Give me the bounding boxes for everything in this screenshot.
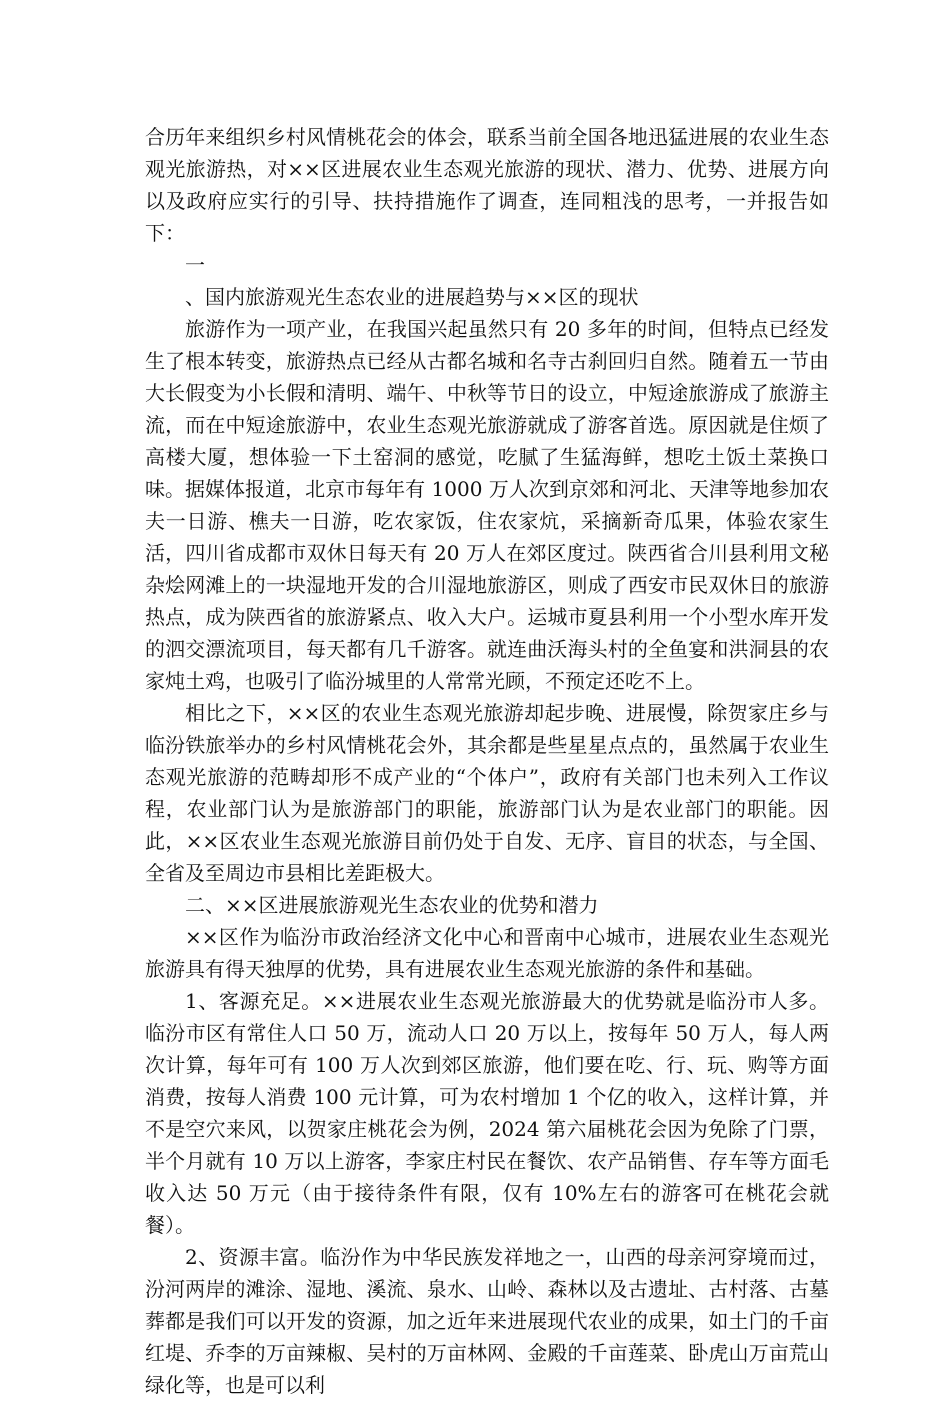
section-one-heading: 、国内旅游观光生态农业的进展趋势与××区的现状 bbox=[185, 285, 639, 309]
district-status-paragraph: 相比之下，××区的农业生态观光旅游却起步晚、进展慢，除贺家庄乡与临汾铁旅举办的乡村风情桃花会外，其余都是些星星点点的，虽然属于农业生态观光旅游的范畴却形不成产业的“个体户”，政府有关部门也未列入工作议程，农业部门认为是旅游部门的职能，旅游部门认为是农业部门的职能。因此，××区农业生态观光旅游目前仍处于自发、无序、盲目的状态，与全国、全省及至周边市县相比差距极大。 bbox=[145, 701, 829, 885]
section-two-heading: 二、××区进展旅游观光生态农业的优势和潜力 bbox=[185, 893, 599, 917]
intro-paragraph: 合历年来组织乡村风情桃花会的体会，联系当前全国各地迅猛进展的农业生态观光旅游热，对××区进展农业生态观光旅游的现状、潜力、优势、进展方向以及政府应实行的引导、扶持措施作了调查，连同粗浅的思考，一并报告如下： bbox=[145, 125, 829, 245]
resources-paragraph: 2、资源丰富。临汾作为中华民族发祥地之一，山西的母亲河穿境而过，汾河两岸的滩涂、湿地、溪流、泉水、山岭、森林以及古遗址、古村落、古墓葬都是我们可以开发的资源，加之近年来进展现代农业的成果，如土门的千亩红堤、乔李的万亩辣椒、吴村的万亩林网、金殿的千亩莲菜、卧虎山万亩荒山绿化等，也是可以利 bbox=[145, 1245, 829, 1397]
visitor-source-paragraph: 1、客源充足。××进展农业生态观光旅游最大的优势就是临汾市人多。临汾市区有常住人口 50 万，流动人口 20 万以上，按每年 50 万人，每人两次计算，每年可有 100 万人次到郊区旅游，他们要在吃、行、玩、购等方面消费，按每人消费 100 元计算，可为农村增加 1 个亿的收入，这样计算，并不是空穴来风，以贺家庄桃花会为例，2024 第六届桃花会因为免除了门票，半个月就有 10 万以上游客，李家庄村民在餐饮、农产品销售、存车等方面毛收入达 50 万元（由于接待条件有限，仅有 10%左右的游客可在桃花会就餐）。 bbox=[145, 989, 829, 1237]
tourism-trend-paragraph: 旅游作为一项产业，在我国兴起虽然只有 20 多年的时间，但特点已经发生了根本转变，旅游热点已经从古都名城和名寺古刹回归自然。随着五一节由大长假变为小长假和清明、端午、中秋等节日的设立，中短途旅游成了旅游主流，而在中短途旅游中，农业生态观光旅游就成了游客首选。原因就是住烦了高楼大厦，想体验一下土窑洞的感觉，吃腻了生猛海鲜，想吃土饭土菜换口味。据媒体报道，北京市每年有 1000 万人次到京郊和河北、天津等地参加农夫一日游、樵夫一日游，吃农家饭，住农家炕，采摘新奇瓜果，体验农家生活，四川省成都市双休日每天有 20 万人在郊区度过。陕西省合川县利用文秘杂烩网滩上的一块湿地开发的合川湿地旅游区，则成了西安市民双休日的旅游热点，成为陕西省的旅游紧点、收入大户。运城市夏县利用一个小型水库开发的泗交漂流项目，每天都有几千游客。就连曲沃海头村的全鱼宴和洪洞县的农家炖土鸡，也吸引了临汾城里的人常常光顾，不预定还吃不上。 bbox=[145, 317, 829, 693]
document-page bbox=[145, 121, 829, 1401]
section-one-marker: 一 bbox=[185, 253, 205, 277]
advantages-intro-paragraph: ××区作为临汾市政治经济文化中心和晋南中心城市，进展农业生态观光旅游具有得天独厚的优势，具有进展农业生态观光旅游的条件和基础。 bbox=[145, 925, 829, 981]
